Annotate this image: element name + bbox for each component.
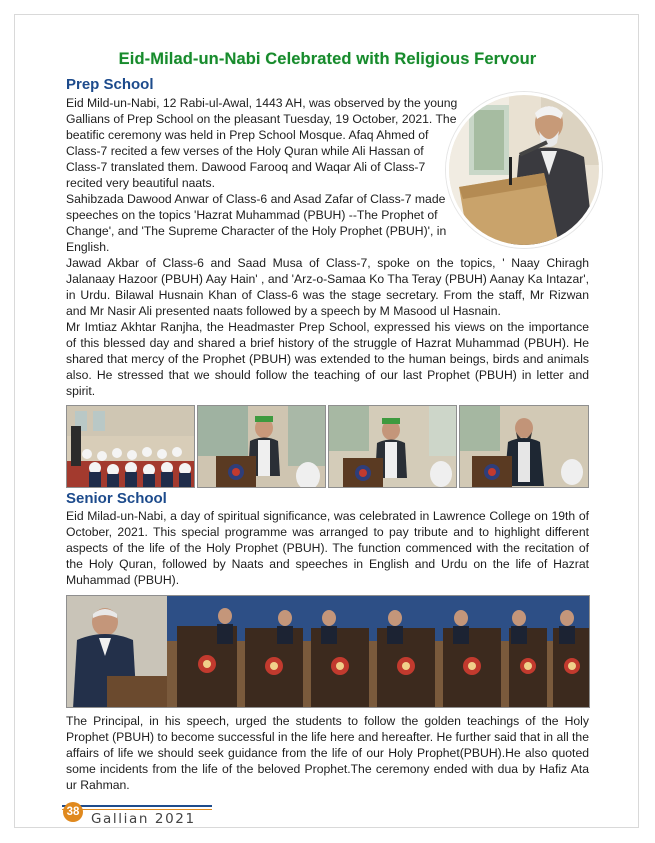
photo-teacher-at-podium xyxy=(459,405,589,488)
photo-senior-school-speakers xyxy=(66,595,590,708)
prep-line: Sahibzada Dawood Anwar of Class-6 and Asad Zafar of Class-7 made xyxy=(66,192,446,206)
publication-name: Gallian 2021 xyxy=(91,811,196,827)
footer-rule-blue xyxy=(62,805,212,807)
senior-school-heading: Senior School xyxy=(66,490,167,507)
prep-line: Gallians of Prep School on the pleasant Tuesday, 19 October, 2021. The xyxy=(66,112,457,126)
photo-headmaster-speaking xyxy=(446,92,602,248)
page-number-badge: 38 xyxy=(63,802,83,822)
senior-paragraph-closing: The Principal, in his speech, urged the students to follow the golden teachings of the Holy Prophet (PBUH) to become successful in the life here and hereafter. He further said that in all the affairs of life we should seek guidance from the life of our Holy Prophet(PBUH).He also quoted some incidents from the life of the beloved Prophet.The ceremony ended with dua by Hafiz Ata ur Rahman. xyxy=(66,714,589,793)
prep-line: Eid Mild-un-Nabi, 12 Rabi-ul-Awal, 1443 AH, was observed by the young xyxy=(66,96,458,110)
article-title: Eid-Milad-un-Nabi Celebrated with Religious Fervour xyxy=(118,50,537,68)
prep-line: beatific ceremony was held in Prep School Mosque. Afaq Ahmed of xyxy=(66,128,429,142)
senior-paragraph-intro: Eid Milad-un-Nabi, a day of spiritual significance, was celebrated in Lawrence College on 19th of October, 2021. This special programme was arranged to pay tribute and to highlight different aspects of the life of the Holy Prophet (PBUH). The function commenced with the recitation of the Holy Quran, followed by Naats and speeches in English and Urdu on the life of Hazrat Muhammad (PBUH). xyxy=(66,509,589,588)
photo-mosque-audience xyxy=(66,405,195,488)
prep-line: Class-7 translated them. Dawood Farooq and Waqar Ali of Class-7 xyxy=(66,160,426,174)
prep-paragraph-headmaster: Mr Imtiaz Akhtar Ranjha, the Headmaster Prep School, expressed his views on the importance of this blessed day and shared a brief history of the struggle of Hazrat Muhammad (PBUH). He shared that mercy of the Prophet (PBUH) was extended to the human beings, birds and animals also. He stressed that we should follow the teaching of our last Prophet (PBUH) in letter and spirit. xyxy=(66,320,589,399)
prep-line: Class-7 recited a few verses of the Holy Quran while Ali Hassan of xyxy=(66,144,424,158)
prep-school-heading: Prep School xyxy=(66,76,154,93)
photo-student-at-podium-2 xyxy=(328,405,457,488)
photo-student-at-podium-1 xyxy=(197,405,326,488)
prep-paragraph-speeches: Jawad Akbar of Class-6 and Saad Musa of Class-7, spoke on the topics, ' Naay Chiragh Jalanaay Hazoor (PBUH) Aay Hain' , and 'Arz-o-Samaa Ko Tha Teray (PBUH) Aanay Ka Intazar', in Urdu. Bilawal Husnain Khan of Class-6 was the stage secretary. From the staff, Mr Rizwan and Mr Nasir Ali presented naats followed by a speech by M Masood ul Hasnain. xyxy=(66,256,589,319)
prep-line: recited very beautiful naats. xyxy=(66,176,216,190)
prep-line: Change', and 'The Supreme Character of the Holy Prophet (PBUH)', in xyxy=(66,224,447,238)
prep-line: speeches on the topics 'Hazrat Muhammad (PBUH) --The Prophet of xyxy=(66,208,438,222)
prep-line: English. xyxy=(66,240,110,254)
footer-rule-orange xyxy=(62,809,212,810)
